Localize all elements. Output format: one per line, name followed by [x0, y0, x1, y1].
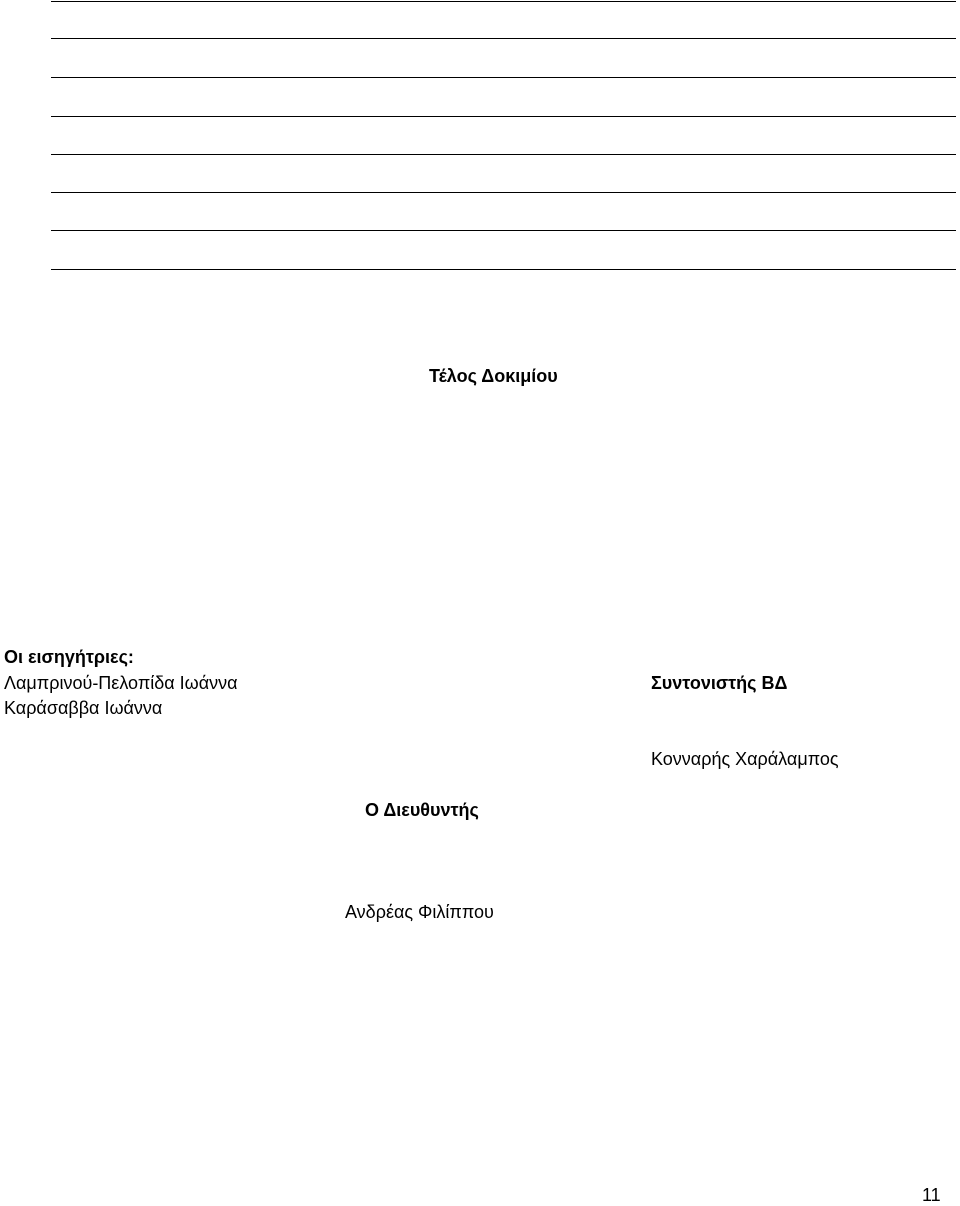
rapporteur-name: Λαμπρινού-Πελοπίδα Ιωάννα: [4, 673, 238, 693]
director-title: Ο Διευθυντής: [365, 800, 479, 820]
coordinator-title: Συντονιστής ΒΔ: [651, 673, 788, 693]
director-name: Ανδρέας Φιλίππου: [345, 902, 494, 922]
end-of-exam-title: Τέλος Δοκιμίου: [429, 366, 558, 386]
answer-line: [51, 77, 956, 78]
rapporteurs-heading: Οι εισηγήτριες:: [4, 647, 134, 667]
answer-line: [51, 230, 956, 231]
answer-line: [51, 1, 956, 2]
answer-line: [51, 192, 956, 193]
answer-line: [51, 154, 956, 155]
answer-line: [51, 269, 956, 270]
answer-line: [51, 38, 956, 39]
rapporteur-name: Καράσαββα Ιωάννα: [4, 698, 163, 718]
coordinator-name: Κονναρής Χαράλαμπος: [651, 749, 839, 769]
answer-line: [51, 116, 956, 117]
page-number: 11: [922, 1185, 941, 1205]
